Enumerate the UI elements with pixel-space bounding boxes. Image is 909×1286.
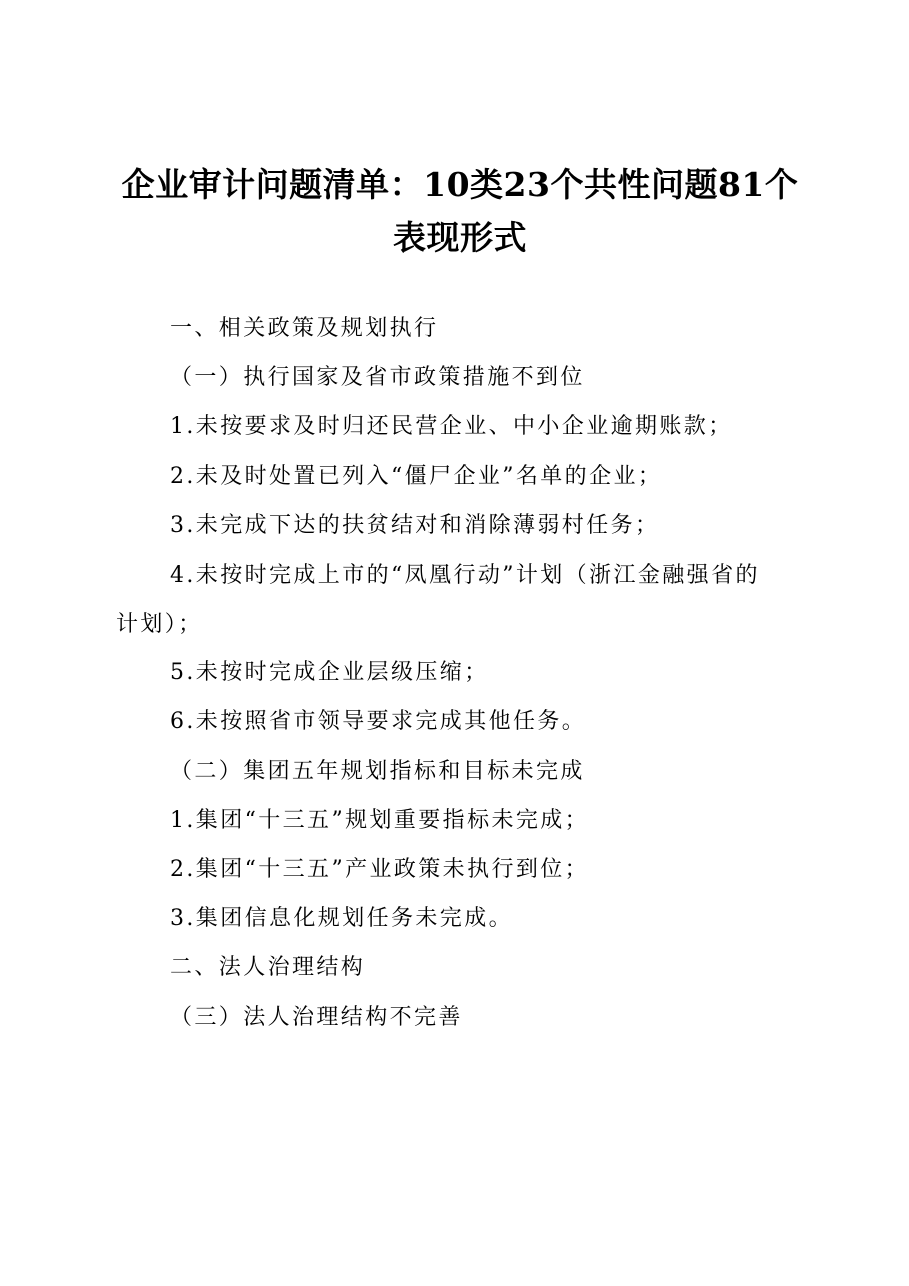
list-item: 3.未完成下达的扶贫结对和消除薄弱村任务；	[170, 513, 660, 538]
list-item: 1.未按要求及时归还民营企业、中小企业逾期账款；	[170, 414, 733, 439]
subsection-heading-1: （一）执行国家及省市政策措施不到位	[170, 365, 585, 390]
section-heading-1: 一、相关政策及规划执行	[170, 316, 439, 341]
list-item: 2.集团“十三五”产业政策未执行到位；	[170, 857, 590, 882]
list-item: 2.未及时处置已列入“僵尸企业”名单的企业；	[170, 464, 663, 489]
list-item: 1.集团“十三五”规划重要指标未完成；	[170, 808, 590, 833]
subsection-heading-2: （二）集团五年规划指标和目标未完成	[170, 759, 585, 784]
list-item: 4.未按时完成上市的“凤凰行动”计划（浙江金融强省的	[170, 563, 760, 588]
list-item: 3.集团信息化规划任务未完成。	[170, 906, 513, 931]
section-heading-2: 二、法人治理结构	[170, 955, 366, 980]
list-item: 6.未按照省市领导要求完成其他任务。	[170, 709, 587, 734]
document-title-line-1: 企业审计问题清单：10类23个共性问题81个	[121, 165, 799, 204]
list-item: 5.未按时完成企业层级压缩；	[170, 660, 489, 685]
subsection-heading-3: （三）法人治理结构不完善	[170, 1005, 463, 1030]
list-item-continuation: 计划）；	[116, 612, 203, 637]
document-title-line-2: 表现形式	[393, 218, 527, 257]
